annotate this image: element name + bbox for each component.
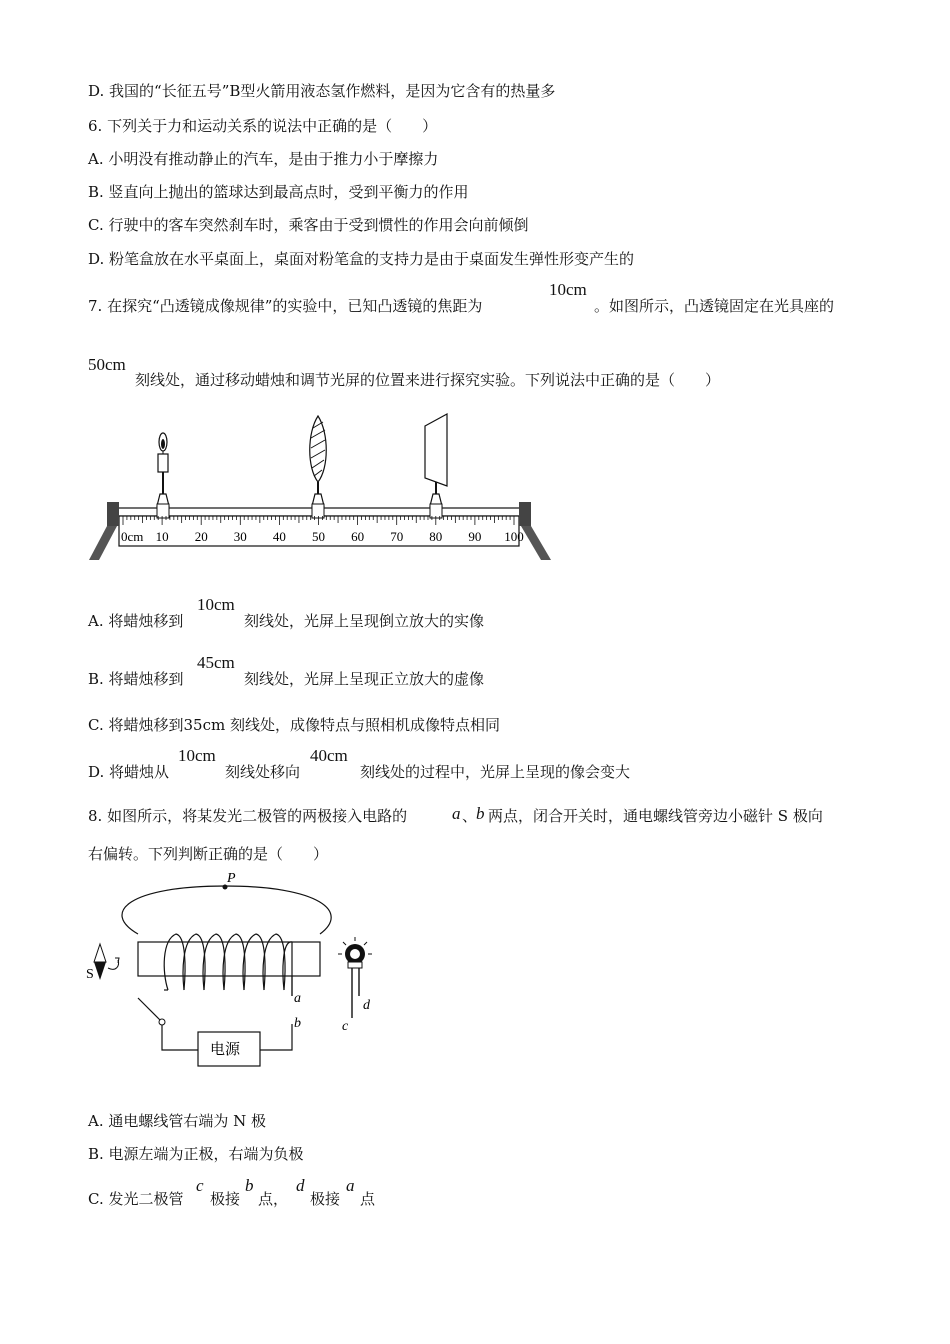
convex-lens — [310, 416, 327, 506]
q7-option-b-part1: B. 将蜡烛移到 — [88, 670, 184, 688]
ruler-tick-label: 10 — [155, 529, 169, 544]
q8-option-a: A. 通电螺线管右端为 N 极 — [88, 1112, 267, 1130]
q7-stem-part1: 7. 在探究“凸透镜成像规律”的实验中，已知凸透镜的焦距为 — [88, 297, 483, 315]
q7-focal-length: 10cm — [549, 280, 587, 299]
q7-option-d-value2: 40cm — [310, 746, 348, 765]
q7-lens-position: 50cm — [88, 355, 126, 374]
left-wire — [162, 1025, 198, 1050]
optical-bench-figure — [85, 408, 560, 568]
solenoid-circuit-figure — [80, 872, 380, 1072]
q8-option-c-part3: 点， — [258, 1190, 289, 1208]
ruler-tick-label: 20 — [194, 529, 208, 544]
ruler-tick-label: 100 — [504, 529, 524, 544]
q7-option-a-value: 10cm — [197, 595, 235, 614]
q6-option-d: D. 粉笔盒放在水平桌面上，桌面对粉笔盒的支持力是由于桌面发生弹性形变产生的 — [88, 250, 635, 268]
q7-option-a-part1: A. 将蜡烛移到 — [88, 612, 184, 630]
q7-option-d-part2: 刻线处移向 — [225, 763, 301, 781]
right-wire — [260, 1024, 292, 1050]
q8-option-c-part5: 点 — [360, 1190, 376, 1208]
label-a: a — [294, 991, 301, 1006]
power-source-label: 电源 — [210, 1042, 241, 1058]
q6-option-b: B. 竖直向上抛出的篮球达到最高点时，受到平衡力的作用 — [88, 183, 469, 201]
q8-option-c-part2: 极接 — [210, 1190, 241, 1208]
q7-option-c: C. 将蜡烛移到35cm 刻线处，成像特点与照相机成像特点相同 — [88, 716, 500, 734]
q7-option-b-value: 45cm — [197, 653, 235, 672]
q7-option-d-part1: D. 将蜡烛从 — [88, 763, 170, 781]
q6-option-c: C. 行驶中的客车突然刹车时，乘客由于受到惯性的作用会向前倾倒 — [88, 216, 529, 234]
q8-stem-part2: 两点，闭合开关时，通电螺线管旁边小磁针 S 极向 — [488, 807, 823, 825]
ruler-tick-label: 90 — [468, 529, 482, 544]
q5-option-d: D. 我国的“长征五号”B型火箭用液态氢作燃料，是因为它含有的热量多 — [88, 82, 556, 100]
ruler-tick-label: 70 — [390, 529, 404, 544]
q7-option-d-part3: 刻线处的过程中，光屏上呈现的像会变大 — [360, 763, 631, 781]
ruler-tick-label: 40 — [272, 529, 286, 544]
ruler-tick-label: 0cm — [121, 529, 144, 544]
q8-option-c-part4: 极接 — [310, 1190, 341, 1208]
q8-option-c-point-a: a — [346, 1176, 355, 1195]
light-screen — [425, 414, 447, 506]
compass-needle — [94, 944, 119, 980]
top-wire — [122, 886, 331, 934]
q8-point-b: b — [476, 804, 485, 823]
q7-option-b-part2: 刻线处，光屏上呈现正立放大的虚像 — [244, 670, 485, 688]
q6-stem: 6. 下列关于力和运动关系的说法中正确的是（ ） — [88, 117, 438, 135]
switch-contact — [159, 1019, 165, 1025]
screen-holder — [430, 504, 442, 518]
candle — [157, 433, 169, 506]
q7-stem-part2: 。如图所示，凸透镜固定在光具座的 — [594, 297, 835, 315]
right-end-block — [519, 502, 531, 526]
ruler-tick-label: 50 — [312, 529, 325, 544]
q8-separator: 、 — [462, 807, 478, 825]
q6-option-a: A. 小明没有推动静止的汽车，是由于推力小于摩擦力 — [88, 150, 439, 168]
q8-option-c-pole-d: d — [296, 1176, 305, 1195]
label-s: S — [86, 967, 94, 982]
q7-stem-part3: 刻线处，通过移动蜡烛和调节光屏的位置来进行探究实验。下列说法中正确的是（ ） — [135, 371, 721, 389]
q8-option-b: B. 电源左端为正极，右端为负极 — [88, 1145, 304, 1163]
label-p: P — [227, 872, 236, 886]
left-end-block — [107, 502, 119, 526]
lens-holder — [312, 504, 324, 518]
ruler-tick-label: 30 — [233, 529, 247, 544]
q7-option-d-value1: 10cm — [178, 746, 216, 765]
q7-option-a-part2: 刻线处，光屏上呈现倒立放大的实像 — [244, 612, 485, 630]
q8-option-c-point-b: b — [245, 1176, 254, 1195]
ruler-tick-label: 80 — [429, 529, 443, 544]
left-leg — [89, 526, 117, 560]
candle-holder — [157, 504, 169, 518]
q8-option-c-part1: C. 发光二极管 — [88, 1190, 184, 1208]
label-b: b — [294, 1016, 301, 1031]
q8-stem-part1: 8. 如图所示，将某发光二极管的两极接入电路的 — [88, 807, 408, 825]
q8-point-a: a — [452, 804, 461, 823]
solenoid-core — [138, 942, 320, 976]
switch-blade — [138, 998, 160, 1020]
q8-stem-part3: 右偏转。下列判断正确的是（ ） — [88, 845, 329, 863]
right-leg — [521, 526, 551, 560]
label-d: d — [363, 998, 370, 1013]
label-c: c — [342, 1019, 349, 1034]
ruler-tick-label: 60 — [351, 529, 365, 544]
q8-option-c-pole-c: c — [196, 1176, 204, 1195]
